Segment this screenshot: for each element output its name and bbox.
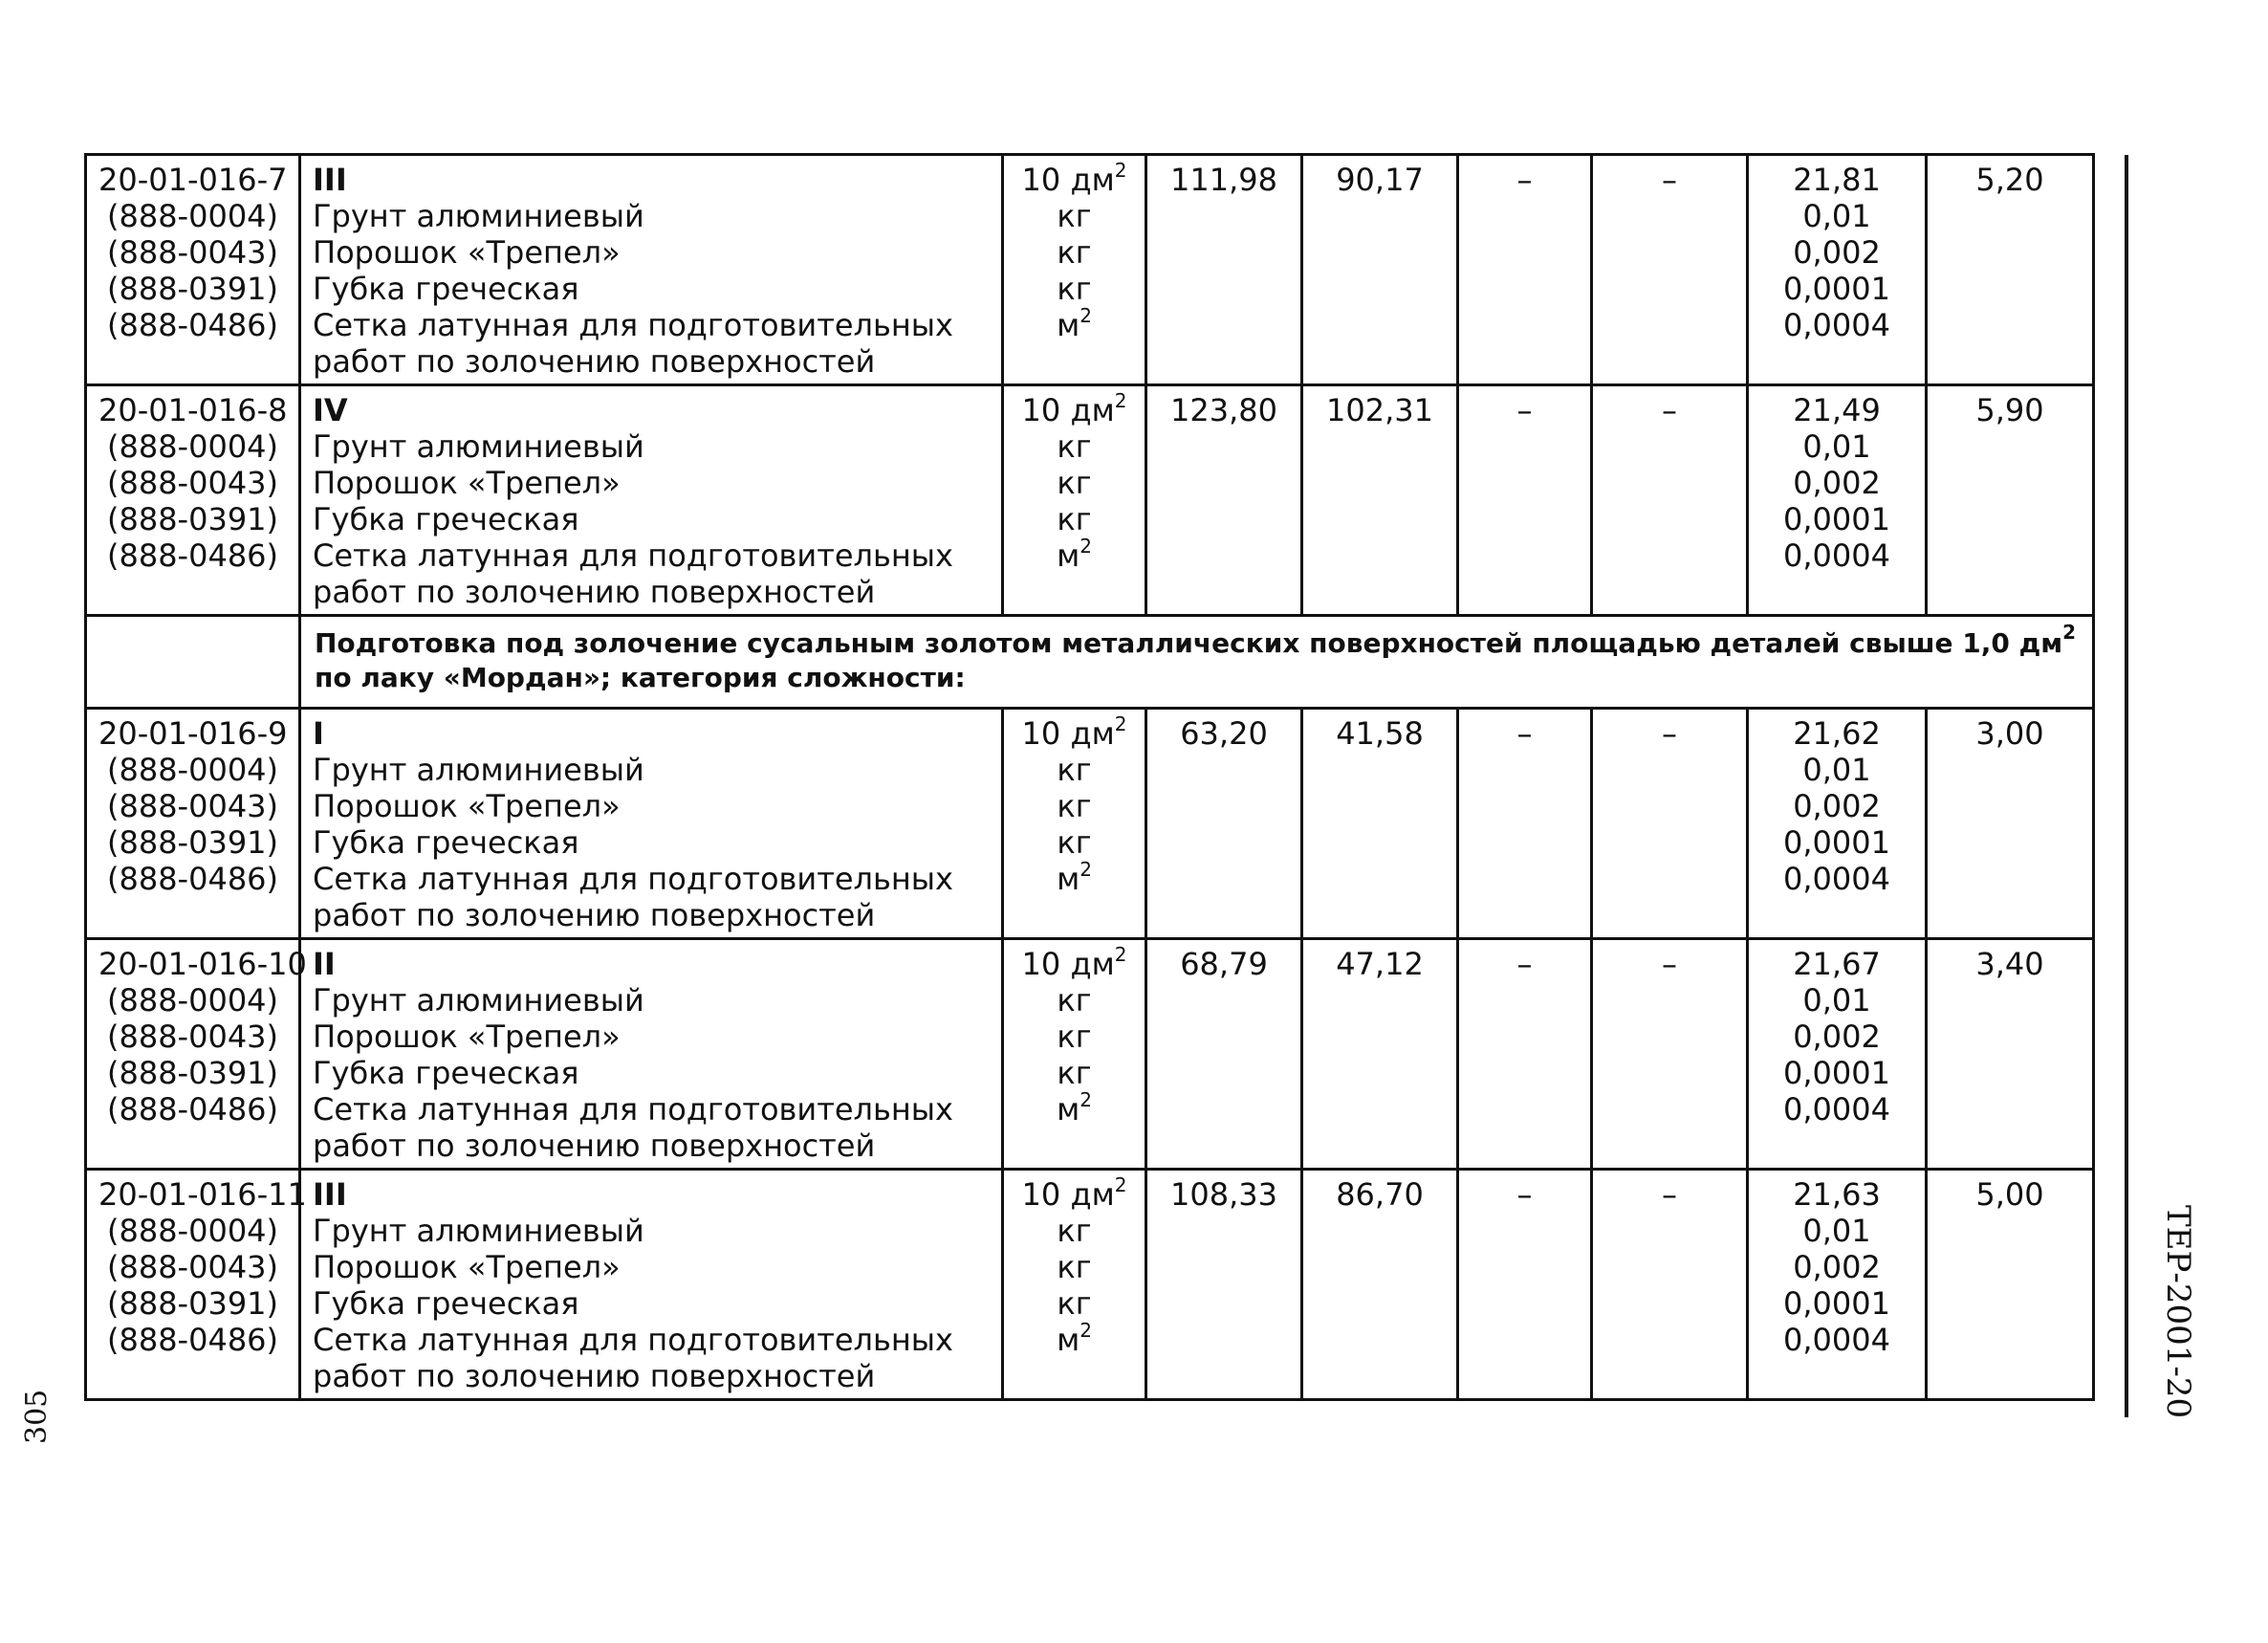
value-col2: 102,31 bbox=[1326, 392, 1433, 428]
material-unit bbox=[1015, 428, 1133, 465]
material-unit bbox=[1015, 982, 1133, 1019]
material-code: (888-0486) bbox=[106, 1322, 279, 1358]
material-name: Порошок «Трепел» bbox=[313, 788, 621, 824]
material-unit-text: кг bbox=[1057, 1055, 1092, 1091]
value-cell-col4 bbox=[1592, 709, 1748, 939]
material-name: Грунт алюминиевый bbox=[313, 1213, 644, 1249]
name-cell bbox=[300, 1170, 1003, 1400]
unit-cell bbox=[1003, 385, 1146, 616]
value-col4: – bbox=[1662, 715, 1677, 752]
material-qty: 0,0004 bbox=[1783, 1322, 1890, 1358]
complexity-category: III bbox=[313, 1176, 347, 1213]
code-cell bbox=[86, 1170, 307, 1400]
material-code: (888-0391) bbox=[106, 824, 279, 861]
rate-unit-sup: 2 bbox=[1114, 159, 1127, 182]
material-qty: 0,002 bbox=[1793, 234, 1881, 271]
rate-unit bbox=[1015, 159, 1133, 198]
rate-unit-text: 10 дм bbox=[1021, 1176, 1115, 1213]
value-cell-col3 bbox=[1458, 385, 1592, 616]
value-cell-col4 bbox=[1592, 1170, 1748, 1400]
value-cell-col5 bbox=[1748, 385, 1927, 616]
value-cell-col2 bbox=[1302, 1170, 1458, 1400]
value-col5: 21,63 bbox=[1793, 1176, 1881, 1213]
material-unit bbox=[1015, 1319, 1133, 1358]
value-col5: 21,67 bbox=[1793, 946, 1881, 982]
section-title-part-2: по лаку «Мордан»; категория сложности: bbox=[315, 662, 966, 693]
rate-unit-text: 10 дм bbox=[1021, 392, 1115, 428]
value-cell-col1 bbox=[1146, 385, 1302, 616]
value-cell-col6 bbox=[1927, 385, 2094, 616]
material-unit-sup: 2 bbox=[1079, 535, 1092, 558]
material-unit-sup: 2 bbox=[1079, 1319, 1092, 1342]
material-name: Сетка латунная для подготовительных работ по золочению поверхностей bbox=[313, 537, 953, 610]
material-qty: 0,0004 bbox=[1783, 537, 1890, 574]
material-name: Губка греческая bbox=[313, 271, 579, 307]
value-col6: 5,90 bbox=[1975, 392, 2044, 428]
value-col4: – bbox=[1662, 946, 1677, 982]
rate-code: 20-01-016-11 bbox=[98, 1176, 307, 1213]
value-cell-col5 bbox=[1748, 709, 1927, 939]
material-code: (888-0043) bbox=[106, 1019, 279, 1055]
material-unit bbox=[1015, 858, 1133, 897]
value-cell-col1 bbox=[1146, 155, 1302, 385]
value-col1: 108,33 bbox=[1170, 1176, 1277, 1213]
value-cell-col5 bbox=[1748, 1170, 1927, 1400]
code-cell bbox=[86, 155, 300, 385]
value-cell-col6 bbox=[1927, 709, 2094, 939]
complexity-category: I bbox=[313, 715, 324, 752]
material-qty: 0,002 bbox=[1793, 465, 1881, 501]
value-cell-col1 bbox=[1146, 1170, 1302, 1400]
table-row bbox=[86, 385, 2094, 616]
value-cell-col6 bbox=[1927, 939, 2094, 1170]
value-col5: 21,49 bbox=[1793, 392, 1881, 428]
rates-table bbox=[84, 153, 2095, 1401]
table-row bbox=[86, 1170, 2094, 1400]
material-unit bbox=[1015, 1088, 1133, 1128]
material-unit-text: кг bbox=[1057, 465, 1092, 501]
rate-code: 20-01-016-10 bbox=[98, 946, 307, 982]
material-unit-text: кг bbox=[1057, 982, 1092, 1019]
material-unit bbox=[1015, 1213, 1133, 1249]
material-code: (888-0004) bbox=[106, 198, 279, 234]
material-unit bbox=[1015, 537, 1133, 574]
value-col6: 3,00 bbox=[1975, 715, 2044, 752]
rate-unit-text: 10 дм bbox=[1021, 715, 1115, 752]
value-cell-col2 bbox=[1302, 155, 1458, 385]
material-unit bbox=[1015, 1019, 1133, 1055]
value-col6: 3,40 bbox=[1975, 946, 2044, 982]
material-qty: 0,002 bbox=[1793, 788, 1881, 824]
material-qty: 0,0004 bbox=[1783, 861, 1890, 897]
value-cell-col6 bbox=[1927, 1170, 2094, 1400]
rate-unit bbox=[1015, 389, 1133, 428]
value-col1: 68,79 bbox=[1180, 946, 1268, 982]
rates-sheet bbox=[84, 153, 2092, 1401]
code-cell bbox=[86, 385, 300, 616]
code-cell bbox=[86, 709, 300, 939]
value-cell-col3 bbox=[1458, 939, 1592, 1170]
name-cell bbox=[300, 385, 1003, 616]
material-unit bbox=[1015, 198, 1133, 234]
material-qty: 0,01 bbox=[1802, 752, 1871, 788]
material-unit-sup: 2 bbox=[1079, 858, 1092, 881]
material-unit bbox=[1015, 1249, 1133, 1285]
value-cell-col6 bbox=[1927, 155, 2094, 385]
value-col6: 5,20 bbox=[1975, 162, 2044, 198]
material-code: (888-0004) bbox=[106, 428, 279, 465]
material-name: Порошок «Трепел» bbox=[313, 234, 621, 271]
material-unit-text: кг bbox=[1057, 824, 1092, 861]
material-code: (888-0043) bbox=[106, 1249, 279, 1285]
value-cell-col3 bbox=[1458, 155, 1592, 385]
material-name: Губка греческая bbox=[313, 1055, 579, 1091]
material-code: (888-0486) bbox=[106, 861, 279, 897]
material-unit-text: кг bbox=[1057, 1285, 1092, 1322]
material-unit bbox=[1015, 501, 1133, 537]
code-cell bbox=[86, 939, 307, 1170]
table-row bbox=[86, 939, 2094, 1170]
value-cell-col1 bbox=[1146, 939, 1302, 1170]
value-col4: – bbox=[1662, 1176, 1677, 1213]
material-unit-text: кг bbox=[1057, 198, 1092, 234]
material-unit bbox=[1015, 1055, 1133, 1091]
value-col3: – bbox=[1516, 162, 1533, 198]
material-qty: 0,0001 bbox=[1783, 1285, 1890, 1322]
value-col4: – bbox=[1662, 392, 1677, 428]
table-body-bottom bbox=[86, 709, 2094, 1400]
material-name: Грунт алюминиевый bbox=[313, 982, 644, 1019]
material-qty: 0,0001 bbox=[1783, 501, 1890, 537]
material-unit-text: кг bbox=[1057, 271, 1092, 307]
material-code: (888-0043) bbox=[106, 465, 279, 501]
rate-unit bbox=[1015, 943, 1133, 982]
value-col1: 123,80 bbox=[1170, 392, 1277, 428]
value-cell-col2 bbox=[1302, 385, 1458, 616]
section-code-cell bbox=[86, 616, 300, 709]
material-unit bbox=[1015, 465, 1133, 501]
section-title bbox=[300, 616, 2094, 709]
material-qty: 0,0001 bbox=[1783, 1055, 1890, 1091]
material-unit-text: кг bbox=[1057, 1249, 1092, 1285]
material-qty: 0,0004 bbox=[1783, 1091, 1890, 1128]
material-name: Сетка латунная для подготовительных работ по золочению поверхностей bbox=[313, 861, 953, 933]
material-name: Сетка латунная для подготовительных работ по золочению поверхностей bbox=[313, 1322, 953, 1394]
table-body-top bbox=[86, 155, 2094, 616]
complexity-category: II bbox=[313, 946, 336, 982]
complexity-category: III bbox=[313, 162, 347, 198]
value-col3: – bbox=[1516, 392, 1533, 428]
material-name: Губка греческая bbox=[313, 824, 579, 861]
material-unit-sup: 2 bbox=[1079, 304, 1092, 327]
material-name: Порошок «Трепел» bbox=[313, 1019, 621, 1055]
material-unit-text: м bbox=[1057, 537, 1080, 574]
value-cell-col5 bbox=[1748, 155, 1927, 385]
material-qty: 0,0001 bbox=[1783, 271, 1890, 307]
material-unit-text: кг bbox=[1057, 501, 1092, 537]
rate-unit bbox=[1015, 1173, 1133, 1213]
material-unit-text: кг bbox=[1057, 1019, 1092, 1055]
material-unit-sup: 2 bbox=[1079, 1088, 1092, 1111]
material-unit bbox=[1015, 824, 1133, 861]
rate-unit bbox=[1015, 712, 1133, 752]
material-unit bbox=[1015, 234, 1133, 271]
value-cell-col4 bbox=[1592, 385, 1748, 616]
material-name: Губка греческая bbox=[313, 501, 579, 537]
complexity-category: IV bbox=[313, 392, 348, 428]
rate-code: 20-01-016-7 bbox=[98, 162, 288, 198]
rate-unit-sup: 2 bbox=[1114, 712, 1127, 735]
unit-cell bbox=[1003, 939, 1146, 1170]
value-col6: 5,00 bbox=[1975, 1176, 2044, 1213]
material-name: Грунт алюминиевый bbox=[313, 428, 644, 465]
value-cell-col2 bbox=[1302, 709, 1458, 939]
value-col2: 90,17 bbox=[1336, 162, 1424, 198]
value-cell-col3 bbox=[1458, 1170, 1592, 1400]
material-qty: 0,01 bbox=[1802, 428, 1871, 465]
rate-unit-sup: 2 bbox=[1114, 1173, 1127, 1196]
value-cell-col5 bbox=[1748, 939, 1927, 1170]
material-unit-text: кг bbox=[1057, 788, 1092, 824]
value-col5: 21,81 bbox=[1793, 162, 1881, 198]
unit-cell bbox=[1003, 1170, 1146, 1400]
name-cell bbox=[300, 709, 1003, 939]
section-header-row bbox=[86, 616, 2094, 709]
value-cell-col4 bbox=[1592, 155, 1748, 385]
material-unit bbox=[1015, 1285, 1133, 1322]
material-qty: 0,01 bbox=[1802, 198, 1871, 234]
material-unit-text: кг bbox=[1057, 234, 1092, 271]
material-code: (888-0486) bbox=[106, 1091, 279, 1128]
rate-code: 20-01-016-8 bbox=[98, 392, 288, 428]
value-col2: 86,70 bbox=[1336, 1176, 1424, 1213]
unit-cell bbox=[1003, 155, 1146, 385]
material-qty: 0,01 bbox=[1802, 1213, 1871, 1249]
value-col4: – bbox=[1662, 162, 1677, 198]
material-code: (888-0486) bbox=[106, 537, 279, 574]
material-code: (888-0486) bbox=[106, 307, 279, 343]
value-col1: 111,98 bbox=[1170, 162, 1277, 198]
material-code: (888-0043) bbox=[106, 788, 279, 824]
table-row bbox=[86, 709, 2094, 939]
material-qty: 0,002 bbox=[1793, 1249, 1881, 1285]
material-name: Сетка латунная для подготовительных работ по золочению поверхностей bbox=[313, 307, 953, 380]
value-cell-col4 bbox=[1592, 939, 1748, 1170]
material-unit-text: м bbox=[1057, 1322, 1080, 1358]
value-cell-col3 bbox=[1458, 709, 1592, 939]
material-code: (888-0391) bbox=[106, 1285, 279, 1322]
unit-cell bbox=[1003, 709, 1146, 939]
value-col3: – bbox=[1516, 1176, 1533, 1213]
name-cell bbox=[300, 155, 1003, 385]
rate-unit-sup: 2 bbox=[1114, 943, 1127, 966]
material-code: (888-0391) bbox=[106, 271, 279, 307]
material-unit-text: м bbox=[1057, 861, 1080, 897]
name-cell bbox=[300, 939, 1003, 1170]
material-code: (888-0004) bbox=[106, 752, 279, 788]
material-code: (888-0391) bbox=[106, 501, 279, 537]
material-name: Порошок «Трепел» bbox=[313, 465, 621, 501]
value-cell-col2 bbox=[1302, 939, 1458, 1170]
material-unit-text: м bbox=[1057, 1091, 1080, 1128]
material-unit-text: м bbox=[1057, 307, 1080, 343]
rate-unit-text: 10 дм bbox=[1021, 946, 1115, 982]
material-name: Сетка латунная для подготовительных работ по золочению поверхностей bbox=[313, 1091, 953, 1164]
value-col1: 63,20 bbox=[1180, 715, 1268, 752]
material-code: (888-0004) bbox=[106, 1213, 279, 1249]
section-title-sup: 2 bbox=[2062, 621, 2077, 644]
material-unit-text: кг bbox=[1057, 428, 1092, 465]
material-name: Грунт алюминиевый bbox=[313, 198, 644, 234]
material-unit bbox=[1015, 271, 1133, 307]
rate-code: 20-01-016-9 bbox=[98, 715, 288, 752]
rate-unit-sup: 2 bbox=[1114, 389, 1127, 412]
material-name: Губка греческая bbox=[313, 1285, 579, 1322]
value-col2: 47,12 bbox=[1336, 946, 1424, 982]
material-qty: 0,002 bbox=[1793, 1019, 1881, 1055]
material-code: (888-0391) bbox=[106, 1055, 279, 1091]
table-row bbox=[86, 155, 2094, 385]
section-title-part-1: Подготовка под золочение сусальным золотом металлических поверхностей площадью деталей свыше 1,0 дм bbox=[315, 627, 2063, 659]
material-qty: 0,0001 bbox=[1783, 824, 1890, 861]
document-code: ТЕР-2001-20 bbox=[2159, 1205, 2197, 1419]
material-name: Порошок «Трепел» bbox=[313, 1249, 621, 1285]
table-body-section bbox=[86, 616, 2094, 709]
material-code: (888-0004) bbox=[106, 982, 279, 1019]
material-unit bbox=[1015, 304, 1133, 343]
page-number: 305 bbox=[20, 1389, 54, 1444]
material-qty: 0,01 bbox=[1802, 982, 1871, 1019]
material-qty: 0,0004 bbox=[1783, 307, 1890, 343]
material-unit bbox=[1015, 752, 1133, 788]
material-unit-text: кг bbox=[1057, 752, 1092, 788]
value-col3: – bbox=[1516, 946, 1533, 982]
rate-unit-text: 10 дм bbox=[1021, 162, 1115, 198]
material-unit-text: кг bbox=[1057, 1213, 1092, 1249]
value-col3: – bbox=[1516, 715, 1533, 752]
material-name: Грунт алюминиевый bbox=[313, 752, 644, 788]
material-unit bbox=[1015, 788, 1133, 824]
material-code: (888-0043) bbox=[106, 234, 279, 271]
value-col5: 21,62 bbox=[1793, 715, 1881, 752]
value-cell-col1 bbox=[1146, 709, 1302, 939]
value-col2: 41,58 bbox=[1336, 715, 1424, 752]
